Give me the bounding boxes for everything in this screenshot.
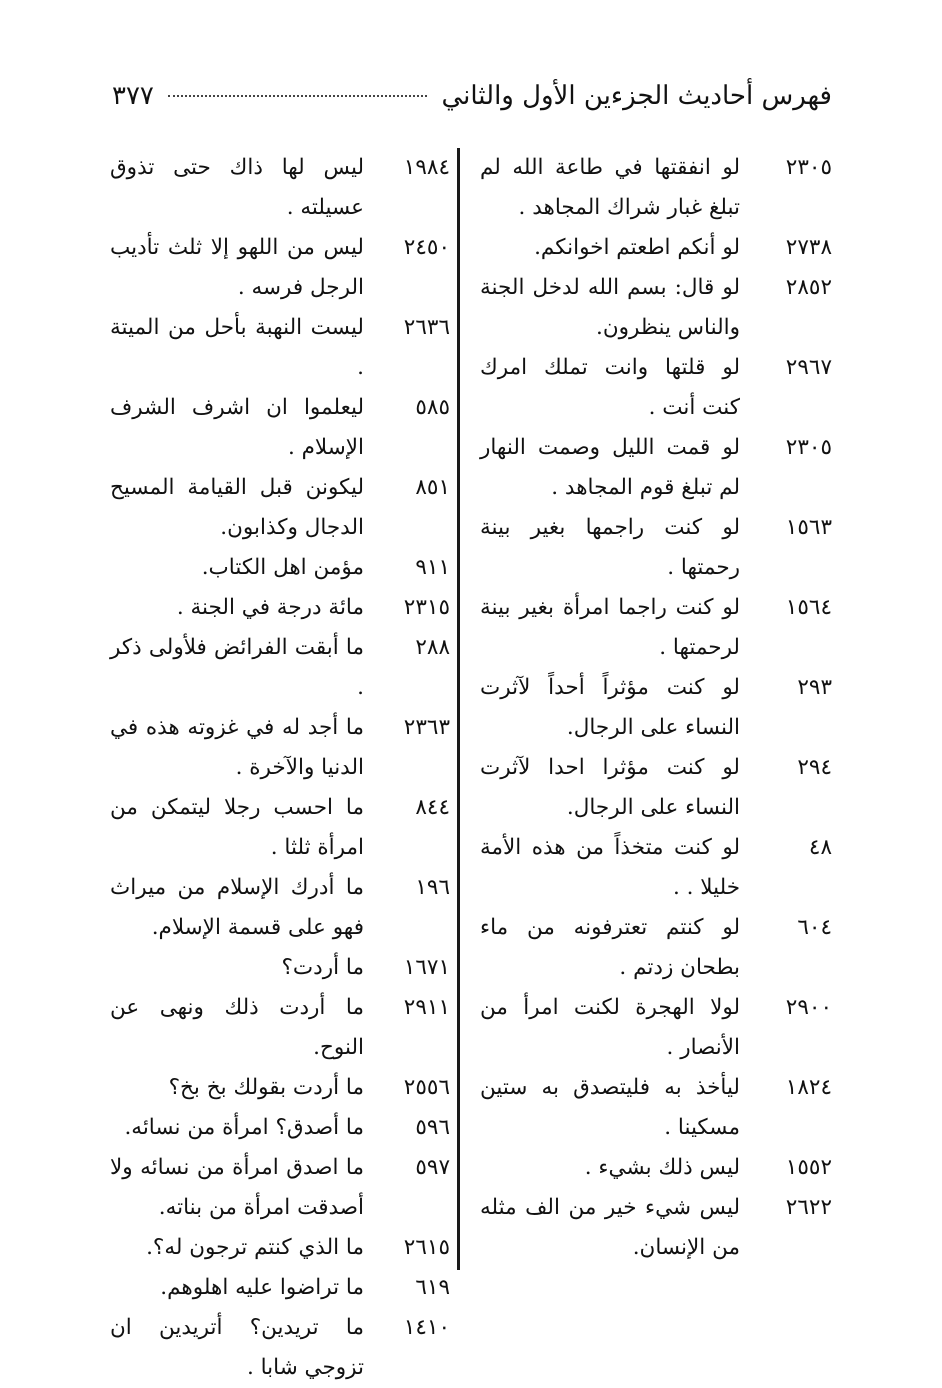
hadith-text: ما أردت بقولك بخ بخ؟: [168, 1075, 364, 1100]
hadith-number: ٢٩٣: [797, 675, 832, 700]
index-entry: [110, 788, 450, 868]
index-entry: [480, 588, 832, 668]
hadith-text: ما أجد له في غزوته هذه في الدنيا والآخرة .: [110, 715, 364, 780]
index-entry: [480, 1068, 832, 1148]
index-entry: [110, 988, 450, 1068]
running-title: فهرس أحاديث الجزءين الأول والثاني: [441, 81, 832, 111]
hadith-text: ليس من اللهو إلا ثلث تأديب الرجل فرسه .: [110, 235, 364, 300]
hadith-text: لو انفقتها في طاعة الله لم تبلغ غبار شراك المجاهد .: [480, 155, 740, 220]
hadith-number: ٢٩٠٠: [785, 995, 832, 1020]
hadith-text: لو كنت راجما امرأة بغير بينة لرحمتها .: [480, 595, 740, 660]
hadith-text: لو كنت متخذاً من هذه الأمة خليلا . .: [480, 835, 740, 900]
hadith-number: ١٥٦٣: [785, 515, 832, 540]
hadith-number: ٢٥٥٦: [403, 1075, 450, 1100]
hadith-text: ليس لها ذاك حتى تذوق عسيلته .: [110, 155, 364, 220]
hadith-text: ما الذي كنتم ترجون له؟.: [146, 1235, 364, 1260]
hadith-number: ٢٩١١: [403, 995, 450, 1020]
hadith-number: ٢٩٤: [797, 755, 832, 780]
hadith-text: ما أبقت الفرائض فلأولى ذكر .: [110, 635, 364, 700]
index-entry: [110, 868, 450, 948]
index-entry: [110, 948, 450, 988]
index-entry: [480, 748, 832, 828]
hadith-text: ما أصدق؟ امرأة من نسائه.: [124, 1115, 364, 1140]
hadith-text: ما أردت؟: [281, 955, 364, 980]
index-entry: [480, 268, 832, 348]
index-entry: [480, 508, 832, 588]
hadith-text: ليس ذلك بشيء .: [584, 1155, 740, 1180]
hadith-text: ليأخذ به فليتصدق به ستين مسكينا .: [480, 1075, 740, 1140]
index-entry: [110, 628, 450, 708]
index-entry: [480, 348, 832, 428]
hadith-number: ٢٦٢٢: [785, 1195, 832, 1220]
right-column: [480, 148, 832, 1268]
left-column: [110, 148, 450, 1388]
hadith-number: ٢٨٥٢: [785, 275, 832, 300]
hadith-number: ٢٣١٥: [403, 595, 450, 620]
hadith-text: مائة درجة في الجنة .: [176, 595, 364, 620]
index-entry: [110, 228, 450, 308]
index-entry: [110, 1308, 450, 1388]
index-entry: [110, 148, 450, 228]
hadith-number: ٨٥١: [415, 475, 450, 500]
hadith-text: ما اصدق امرأة من نسائه ولا أصدقت امرأة من بناته.: [110, 1155, 364, 1220]
index-entry: [110, 548, 450, 588]
hadith-text: ما أردت ذلك ونهى عن النوح.: [110, 995, 364, 1060]
hadith-number: ٢٤٥٠: [403, 235, 450, 260]
hadith-number: ١٩٨٤: [403, 155, 450, 180]
hadith-text: ليس شيء خير من الف مثله من الإنسان.: [480, 1195, 740, 1260]
hadith-number: ٦١٩: [415, 1275, 450, 1300]
index-entry: [110, 308, 450, 388]
hadith-number: ٤٨: [808, 835, 832, 860]
hadith-text: ما احسب رجلا ليتمكن من امرأة ثلثا .: [110, 795, 364, 860]
index-entry: [110, 1108, 450, 1148]
index-entry: [110, 588, 450, 628]
hadith-number: ٢٣٠٥: [785, 155, 832, 180]
hadith-text: ليعلموا ان اشرف الشرف الإسلام .: [110, 395, 364, 460]
hadith-text: لو كنتم تعترفونه من ماء بطحان زدتم .: [480, 915, 740, 980]
hadith-text: لو كنت مؤثراً أحداً لآثرت النساء على الرجال.: [480, 675, 740, 740]
index-entry: [480, 1148, 832, 1188]
hadith-text: لولا الهجرة لكنت امرأ من الأنصار .: [480, 995, 740, 1060]
hadith-text: ليكونن قبل القيامة المسيح الدجال وكذابون.: [110, 475, 364, 540]
index-entry: [480, 228, 832, 268]
column-divider: [457, 148, 460, 1270]
hadith-number: ١٥٥٢: [785, 1155, 832, 1180]
index-entry: [110, 1228, 450, 1268]
index-entry: [110, 388, 450, 468]
hadith-number: ٢٩٦٧: [785, 355, 832, 380]
hadith-number: ١٥٦٤: [785, 595, 832, 620]
hadith-text: لو كنت مؤثرا احدا لآثرت النساء على الرجال.: [480, 755, 740, 820]
index-entry: [480, 428, 832, 508]
hadith-number: ٦٠٤: [797, 915, 832, 940]
hadith-number: ٩١١: [415, 555, 450, 580]
index-entry: [480, 908, 832, 988]
hadith-text: لو قال: بسم الله لدخل الجنة والناس ينظرون.: [480, 275, 740, 340]
index-entry: [110, 708, 450, 788]
hadith-text: ليست النهبة بأحل من الميتة .: [110, 315, 364, 380]
hadith-number: ٢٨٨: [415, 635, 450, 660]
index-entry: [480, 988, 832, 1068]
hadith-number: ٢٦١٥: [403, 1235, 450, 1260]
hadith-text: لو أنكم اطعتم اخوانكم.: [534, 235, 740, 260]
hadith-number: ٥٩٦: [415, 1115, 450, 1140]
index-entry: [480, 1188, 832, 1268]
hadith-text: مؤمن اهل الكتاب.: [201, 555, 364, 580]
hadith-number: ٥٨٥: [415, 395, 450, 420]
hadith-text: ما تراضوا عليه اهلوهم.: [160, 1275, 364, 1300]
hadith-text: لو قلتها وانت تملك امرك كنت أنت .: [480, 355, 740, 420]
hadith-number: ١٩٦: [415, 875, 450, 900]
page-number: ٣٧٧: [112, 81, 154, 111]
hadith-number: ١٨٢٤: [785, 1075, 832, 1100]
hadith-text: ما تريدين؟ أتريدين ان تزوجي شابا .: [110, 1315, 364, 1380]
hadith-text: لو كنت راجمها بغير بينة رحمتها .: [480, 515, 740, 580]
index-entry: [110, 1268, 450, 1308]
hadith-number: ٢٧٣٨: [785, 235, 832, 260]
index-entry: [110, 1068, 450, 1108]
hadith-text: لو قمت الليل وصمت النهار لم تبلغ قوم المجاهد .: [480, 435, 740, 500]
hadith-text: ما أدرك الإسلام من ميراث فهو على قسمة الإسلام.: [110, 875, 364, 940]
index-entry: [480, 668, 832, 748]
hadith-number: ٥٩٧: [415, 1155, 450, 1180]
hadith-number: ١٤١٠: [403, 1315, 450, 1340]
page-header: [112, 70, 832, 122]
hadith-number: ٢٣٦٣: [403, 715, 450, 740]
hadith-number: ٨٤٤: [415, 795, 450, 820]
index-entry: [480, 828, 832, 908]
dotted-leader: [168, 95, 428, 97]
hadith-number: ١٦٧١: [403, 955, 450, 980]
hadith-number: ٢٣٠٥: [785, 435, 832, 460]
index-entry: [110, 468, 450, 548]
index-entry: [480, 148, 832, 228]
index-entry: [110, 1148, 450, 1228]
hadith-number: ٢٦٣٦: [403, 315, 450, 340]
